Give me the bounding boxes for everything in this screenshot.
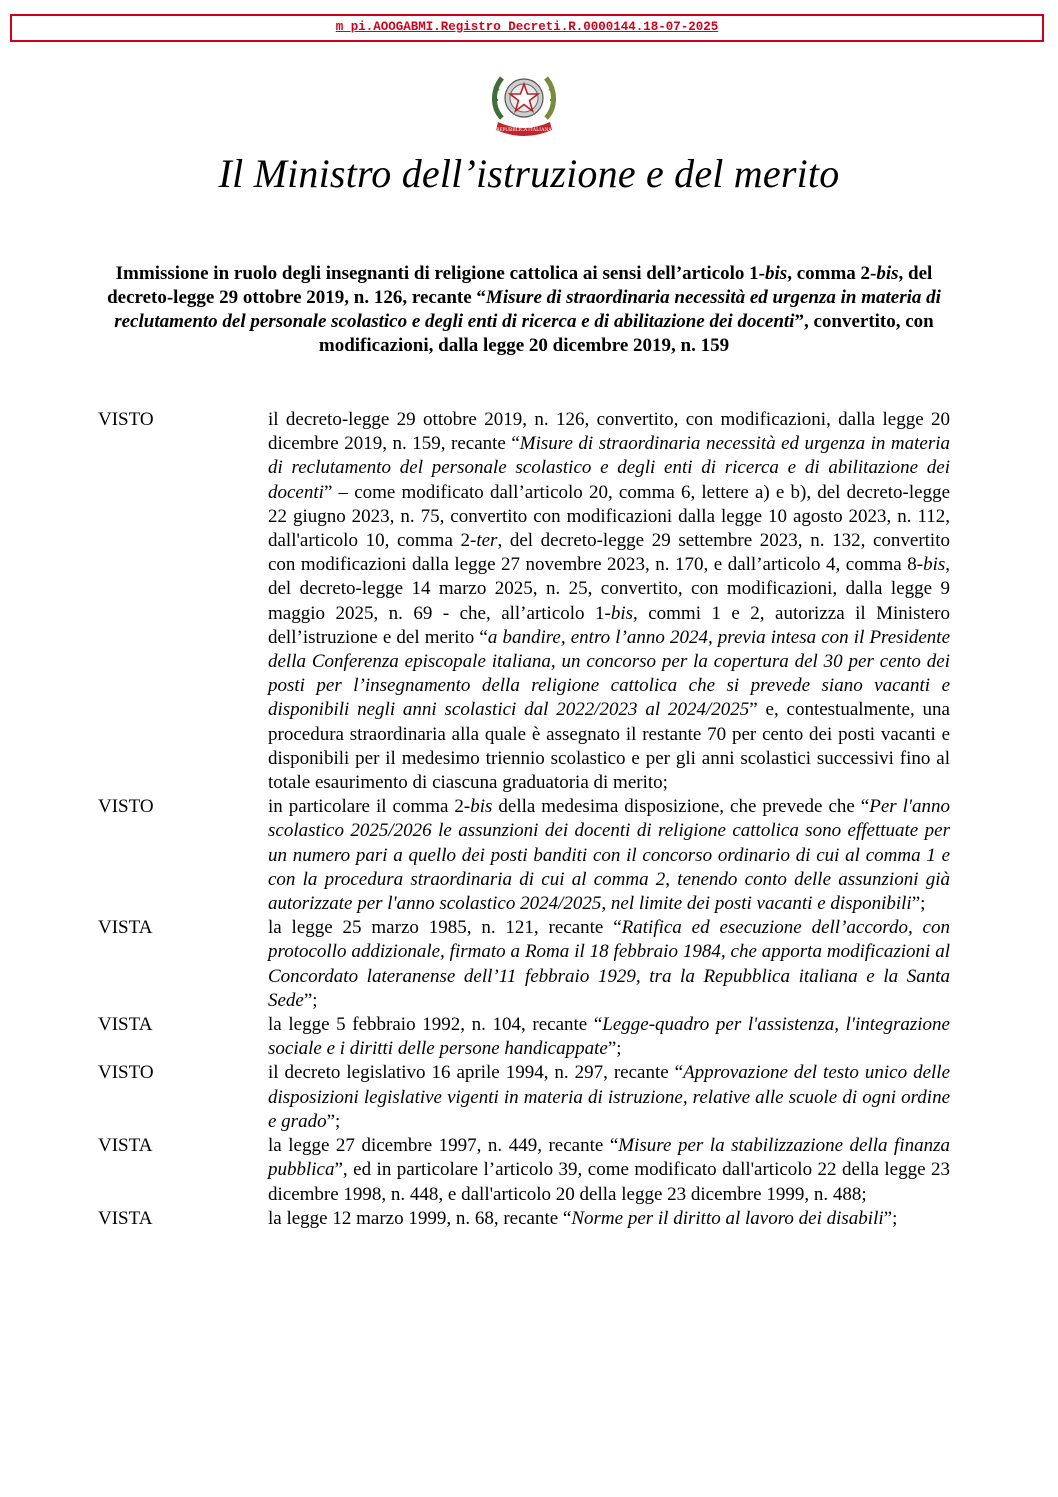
text-run-italic: Approvazione del testo unico delle disposizioni legislative vigenti in materia di istruzione, relative alle scuole di ogni ordine e grado xyxy=(268,1062,951,1132)
emblem-of-italy-icon xyxy=(488,64,560,140)
entry-label: VISTA xyxy=(98,917,153,939)
text-run-italic: bis xyxy=(610,602,634,624)
text-run: il decreto legislativo 16 aprile 1994, n. 297, recante “ xyxy=(268,1062,684,1084)
considerata-entry xyxy=(98,1061,950,1134)
entry-text xyxy=(268,1013,950,1061)
entry-label: VISTO xyxy=(98,1062,154,1084)
entry-label: VISTO xyxy=(98,409,154,430)
text-run: la legge 25 marzo 1985, n. 121, recante “ xyxy=(268,917,622,939)
text-run: , commi 1 e 2, autorizza il Ministero dell’istruzione e del merito “ xyxy=(268,602,950,648)
title-part: Immissione in ruolo degli insegnanti di religione cattolica ai sensi dell’articolo 1- xyxy=(115,263,765,284)
title-part: , del decreto-legge 29 ottobre 2019, n. 126, recante “ xyxy=(107,263,933,308)
considerata-list xyxy=(98,408,950,1231)
title-part: , comma 2- xyxy=(787,263,877,284)
entry-label: VISTA xyxy=(98,1207,153,1229)
text-run: la legge 27 dicembre 1997, n. 449, recante “ xyxy=(268,1135,619,1157)
protocol-number: m_pi.AOOGABMI.Registro Decreti.R.0000144.18-07-2025 xyxy=(335,20,719,34)
entry-label: VISTA xyxy=(98,1014,153,1036)
entry-label: VISTA xyxy=(98,1135,153,1157)
text-run-italic: Misure di straordinaria necessità ed urgenza in materia di reclutamento del personale scolastico e degli enti di ricerca e di abilitazione dei docenti xyxy=(268,433,950,503)
considerata-entry xyxy=(98,408,950,795)
text-run: la legge 12 marzo 1999, n. 68, recante “ xyxy=(268,1207,572,1229)
entry-text xyxy=(268,1061,950,1134)
decree-title xyxy=(96,262,952,358)
text-run: ” – come modificato dall’articolo 20, comma 6, lettere a) e b), del decreto-legge 22 giugno 2023, n. 75, convertito con modificazioni dalla legge 10 agosto 2023, n. 112, dall'articolo 10, comma 2- xyxy=(268,481,950,552)
entry-text xyxy=(268,795,950,916)
text-run-italic: Legge-quadro per l'assistenza, l'integrazione sociale e i diritti delle persone handicappate xyxy=(268,1014,950,1060)
entry-text xyxy=(268,408,950,795)
title-part-italic: bis xyxy=(765,263,788,284)
text-run-italic: Ratifica ed esecuzione dell’accordo, con protocollo addizionale, firmato a Roma il 18 febbraio 1984, che apporta modificazioni al Concordato lateranense dell’11 febbraio 1929, tra la Repubblica italiana e la Santa Sede xyxy=(268,917,950,1011)
text-run: ” e, contestualmente, una procedura straordinaria alla quale è assegnato il restante 70 per cento dei posti vacanti e disponibili per il medesimo triennio scolastico e per gli anni scolastici successivi fino al totale esaurimento di ciascuna graduatoria di merito; xyxy=(268,699,950,794)
text-run-italic: Norme per il diritto al lavoro dei disabili xyxy=(571,1207,884,1229)
entry-text xyxy=(268,1134,950,1207)
svg-text:REPUBBLICA ITALIANA: REPUBBLICA ITALIANA xyxy=(496,128,552,133)
text-run-italic: Per l'anno scolastico 2025/2026 le assunzioni dei docenti di religione cattolica sono effettuate per un numero pari a quello dei posti banditi con il concorso ordinario di cui al comma 1 e con la procedura straordinaria di cui al comma 2, tenendo conto delle assunzioni già autorizzate per l'anno scolastico 2024/2025, nel limite dei posti vacanti e disponibili xyxy=(268,796,950,915)
text-run: della medesima disposizione, che prevede che “ xyxy=(492,796,870,818)
considerata-entry xyxy=(98,1207,950,1231)
text-run-italic: bis xyxy=(923,554,946,576)
text-run-italic: bis xyxy=(470,796,493,818)
entry-text xyxy=(268,1207,950,1231)
title-part-italic: bis xyxy=(876,263,899,284)
text-run: ”; xyxy=(911,893,926,915)
text-run: , del decreto-legge 14 marzo 2025, n. 25, convertito, con modificazioni, dalla legge 9 maggio 2025, n. 69 - che, all’articolo 1- xyxy=(268,554,950,624)
text-run: ”; xyxy=(326,1110,341,1132)
protocol-stamp-box xyxy=(10,14,1044,42)
entry-text xyxy=(268,916,950,1013)
title-part-italic: Misure di straordinaria necessità ed urgenza in materia di reclutamento del personale scolastico e degli enti di ricerca e di abilitazione dei docenti xyxy=(114,287,941,332)
text-run-italic: Misure per la stabilizzazione della finanza pubblica xyxy=(268,1135,951,1181)
text-run: ”, ed in particolare l’articolo 39, come modificato dall'articolo 22 della legge 23 dicembre 1998, n. 448, e dall'articolo 20 della legge 23 dicembre 1999, n. 488; xyxy=(268,1159,950,1205)
text-run: ”; xyxy=(607,1038,622,1060)
text-run: in particolare il comma 2- xyxy=(268,796,471,818)
title-part: ”, convertito, con modificazioni, dalla legge 20 dicembre 2019, n. 159 xyxy=(318,311,934,356)
text-run: ”; xyxy=(303,989,318,1011)
considerata-entry xyxy=(98,1134,950,1207)
text-run-italic: a bandire, entro l’anno 2024, previa intesa con il Presidente della Conferenza episcopale italiana, un concorso per la copertura del 30 per cento dei posti per l’insegnamento della religione cattolica che si prevede siano vacanti e disponibili negli anni scolastici dal 2022/2023 al 2024/2025 xyxy=(268,626,950,721)
entry-label: VISTO xyxy=(98,796,154,818)
considerata-entry xyxy=(98,916,950,1013)
text-run: il decreto-legge 29 ottobre 2019, n. 126, convertito, con modificazioni, dalla legge 20 dicembre 2019, n. 159, recante “ xyxy=(268,409,950,455)
ministry-heading: Il Ministro dell’istruzione e del merito xyxy=(218,151,840,196)
text-run: ”; xyxy=(883,1207,898,1229)
text-run: la legge 5 febbraio 1992, n. 104, recante “ xyxy=(268,1014,603,1036)
text-run: , del decreto-legge 29 settembre 2023, n. 132, convertito con modificazioni dalla legge 27 novembre 2023, n. 170, e dall’articolo 4, comma 8- xyxy=(268,530,950,576)
considerata-entry xyxy=(98,1013,950,1061)
text-run-italic: ter xyxy=(476,530,498,552)
considerata-entry xyxy=(98,795,950,916)
